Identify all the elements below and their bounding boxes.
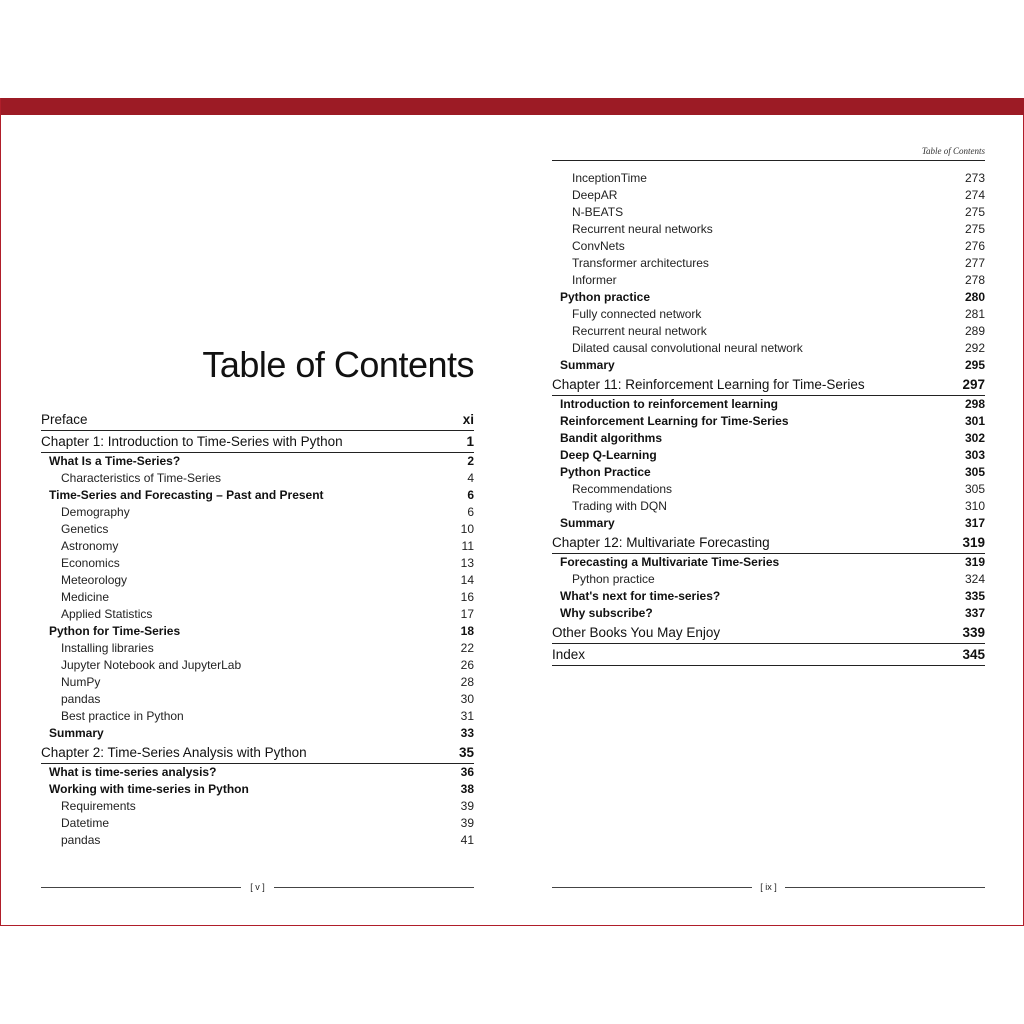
toc-entry-page: 6 — [467, 488, 474, 502]
toc-entry[interactable] — [41, 538, 474, 555]
toc-entry-page: 289 — [964, 324, 985, 338]
toc-entry-page: 319 — [964, 555, 985, 569]
toc-entry-title: Index — [552, 647, 586, 662]
toc-entry-page: 280 — [964, 290, 985, 304]
toc-entry-page: 297 — [962, 377, 985, 392]
toc-entry[interactable] — [552, 255, 985, 272]
toc-entry-page: 305 — [964, 482, 985, 496]
toc-entry[interactable] — [552, 221, 985, 238]
toc-entry[interactable] — [552, 357, 985, 374]
toc-entry[interactable] — [41, 432, 474, 453]
toc-entry-title: Reinforcement Learning for Time-Series — [560, 414, 789, 428]
toc-entry-page: 35 — [458, 745, 474, 760]
toc-entry[interactable] — [552, 187, 985, 204]
toc-entry-page: 345 — [962, 647, 985, 662]
toc-entry-title: What's next for time-series? — [560, 589, 721, 603]
toc-entry-title: Introduction to reinforcement learning — [560, 397, 779, 411]
toc-entry-page: 305 — [964, 465, 985, 479]
toc-entry-title: Chapter 2: Time-Series Analysis with Python — [41, 745, 307, 760]
right-page — [552, 98, 985, 926]
toc-entry-title: DeepAR — [572, 188, 618, 202]
toc-entry[interactable] — [552, 515, 985, 532]
toc-entry-title: Informer — [572, 273, 617, 287]
toc-entry-page: 298 — [964, 397, 985, 411]
toc-entry[interactable] — [552, 430, 985, 447]
toc-entry-page: 16 — [460, 590, 474, 604]
toc-entry[interactable] — [552, 588, 985, 605]
toc-entry-page: 302 — [964, 431, 985, 445]
toc-entry-title: Why subscribe? — [560, 606, 653, 620]
toc-entry-page: 6 — [467, 505, 474, 519]
toc-entry-title: pandas — [61, 692, 101, 706]
toc-entry[interactable] — [41, 555, 474, 572]
toc-entry[interactable] — [552, 533, 985, 554]
toc-entry-title: Summary — [49, 726, 104, 740]
toc-entry-page: 11 — [461, 539, 474, 553]
toc-entry[interactable] — [552, 481, 985, 498]
toc-entry[interactable] — [552, 605, 985, 622]
toc-entry-page: 14 — [460, 573, 474, 587]
toc-entry[interactable] — [552, 645, 985, 666]
toc-entry-title: Fully connected network — [572, 307, 702, 321]
toc-entry-page: 33 — [460, 726, 474, 740]
toc-entry-page: 278 — [964, 273, 985, 287]
toc-entry-title: Summary — [560, 358, 615, 372]
toc-entry-title: NumPy — [61, 675, 101, 689]
toc-entry-title: ConvNets — [572, 239, 625, 253]
toc-entry-page: 13 — [460, 556, 474, 570]
toc-entry-page: 41 — [460, 833, 474, 847]
toc-entry[interactable] — [41, 589, 474, 606]
toc-entry-page: 26 — [460, 658, 474, 672]
toc-entry[interactable] — [41, 764, 474, 781]
toc-entry[interactable] — [41, 781, 474, 798]
toc-entry-page: 317 — [964, 516, 985, 530]
toc-entry-page: 275 — [964, 205, 985, 219]
toc-entry-page: 275 — [964, 222, 985, 236]
toc-entry-page: 339 — [962, 625, 985, 640]
toc-entry-page: 18 — [460, 624, 474, 638]
toc-entry[interactable] — [41, 832, 474, 849]
toc-entry[interactable] — [41, 691, 474, 708]
toc-entry[interactable] — [552, 375, 985, 396]
toc-entry-title: Characteristics of Time-Series — [61, 471, 222, 485]
toc-entry-title: What is time-series analysis? — [49, 765, 217, 779]
toc-entry-page: 1 — [466, 434, 474, 449]
toc-entry-page: 276 — [964, 239, 985, 253]
toc-entry-title: pandas — [61, 833, 101, 847]
toc-entry-title: Requirements — [61, 799, 136, 813]
toc-entry-title: Recurrent neural networks — [572, 222, 713, 236]
page-number: [ ix ] — [756, 882, 781, 892]
toc-entry-title: Astronomy — [61, 539, 119, 553]
toc-entry-page: 310 — [964, 499, 985, 513]
toc-entry-title: Python practice — [560, 290, 651, 304]
toc-entry-title: Summary — [560, 516, 615, 530]
toc-entry-title: Medicine — [61, 590, 110, 604]
toc-entry-page: 4 — [467, 471, 474, 485]
toc-entry-title: Jupyter Notebook and JupyterLab — [61, 658, 242, 672]
toc-entry[interactable] — [41, 657, 474, 674]
toc-entry-title: Bandit algorithms — [560, 431, 663, 445]
toc-entry-title: Genetics — [61, 522, 109, 536]
toc-entry[interactable] — [41, 640, 474, 657]
toc-entry[interactable] — [552, 554, 985, 571]
toc-entry[interactable] — [552, 323, 985, 340]
toc-entry[interactable] — [41, 623, 474, 640]
toc-entry[interactable] — [552, 623, 985, 644]
toc-entry[interactable] — [41, 410, 474, 431]
toc-entry[interactable] — [41, 606, 474, 623]
toc-entry-title: Datetime — [61, 816, 110, 830]
toc-entry-title: Transformer architectures — [572, 256, 709, 270]
toc-entry[interactable] — [552, 464, 985, 481]
toc-entry[interactable] — [552, 204, 985, 221]
toc-entry[interactable] — [41, 487, 474, 504]
toc-entry[interactable] — [552, 340, 985, 357]
toc-entry-title: Chapter 11: Reinforcement Learning for Time-Series — [552, 377, 865, 392]
toc-entry[interactable] — [552, 571, 985, 588]
toc-entry-title: Installing libraries — [61, 641, 154, 655]
toc-entry[interactable] — [41, 453, 474, 470]
toc-entry[interactable] — [41, 504, 474, 521]
toc-entry-title: What Is a Time-Series? — [49, 454, 181, 468]
toc-entry-title: InceptionTime — [572, 171, 647, 185]
toc-entry-title: Best practice in Python — [61, 709, 184, 723]
toc-entry[interactable] — [552, 306, 985, 323]
toc-entry-title: Other Books You May Enjoy — [552, 625, 721, 640]
toc-entry-page: xi — [462, 412, 474, 427]
toc-entry[interactable] — [41, 674, 474, 691]
book-spread — [0, 98, 1024, 926]
toc-entry-title: Forecasting a Multivariate Time-Series — [560, 555, 780, 569]
toc-entry[interactable] — [41, 470, 474, 487]
toc-entry[interactable] — [41, 743, 474, 764]
toc-entry-page: 277 — [964, 256, 985, 270]
toc-entry[interactable] — [552, 413, 985, 430]
right-page-footer — [552, 880, 985, 894]
toc-entry-page: 31 — [460, 709, 474, 723]
toc-entry-title: Meteorology — [61, 573, 128, 587]
toc-entry-page: 10 — [460, 522, 474, 536]
toc-entry[interactable] — [41, 725, 474, 742]
toc-entry-page: 303 — [964, 448, 985, 462]
toc-entry-title: N-BEATS — [572, 205, 624, 219]
page-number: [ v ] — [246, 882, 269, 892]
running-head: Table of Contents — [552, 145, 985, 161]
toc-entry-page: 324 — [964, 572, 985, 586]
toc-entry-title: Chapter 1: Introduction to Time-Series with Python — [41, 434, 343, 449]
toc-entry[interactable] — [552, 170, 985, 187]
toc-entry-page: 30 — [460, 692, 474, 706]
toc-entry-page: 2 — [467, 454, 474, 468]
toc-entry-page: 22 — [460, 641, 474, 655]
toc-entry-title: Working with time-series in Python — [49, 782, 249, 796]
toc-entry-page: 281 — [964, 307, 985, 321]
left-page-footer — [41, 880, 474, 894]
toc-entry-title: Recurrent neural network — [572, 324, 707, 338]
toc-entry-title: Python practice — [572, 572, 655, 586]
toc-entry-title: Time-Series and Forecasting – Past and Present — [49, 488, 324, 502]
toc-entry[interactable] — [41, 815, 474, 832]
toc-entry[interactable] — [552, 447, 985, 464]
toc-entry[interactable] — [41, 572, 474, 589]
page-title: Table of Contents — [202, 344, 474, 385]
toc-entry-page: 337 — [964, 606, 985, 620]
toc-entry-page: 273 — [964, 171, 985, 185]
toc-entry-page: 17 — [460, 607, 474, 621]
toc-entry[interactable] — [552, 272, 985, 289]
toc-entry[interactable] — [552, 498, 985, 515]
toc-entry-title: Demography — [61, 505, 130, 519]
toc-entry-title: Recommendations — [572, 482, 673, 496]
toc-entry-page: 301 — [964, 414, 985, 428]
toc-entry[interactable] — [41, 521, 474, 538]
toc-entry-title: Trading with DQN — [572, 499, 667, 513]
toc-entry-title: Deep Q-Learning — [560, 448, 657, 462]
toc-entry-title: Python Practice — [560, 465, 651, 479]
toc-entry[interactable] — [41, 798, 474, 815]
toc-entry-page: 39 — [460, 816, 474, 830]
toc-entry-page: 36 — [460, 765, 474, 779]
toc-entry-page: 295 — [964, 358, 985, 372]
toc-entry-title: Chapter 12: Multivariate Forecasting — [552, 535, 770, 550]
toc-entry-title: Python for Time-Series — [49, 624, 181, 638]
left-page — [41, 98, 474, 926]
toc-entry-page: 292 — [964, 341, 985, 355]
toc-entry[interactable] — [41, 708, 474, 725]
toc-entry-page: 319 — [962, 535, 985, 550]
toc-entry[interactable] — [552, 238, 985, 255]
toc-entry-page: 39 — [460, 799, 474, 813]
toc-entry-page: 38 — [460, 782, 474, 796]
toc-entry-title: Economics — [61, 556, 120, 570]
toc-entry-page: 335 — [964, 589, 985, 603]
toc-entry-page: 274 — [964, 188, 985, 202]
toc-entry-title: Dilated causal convolutional neural network — [572, 341, 803, 355]
toc-entry-title: Preface — [41, 412, 88, 427]
toc-entry[interactable] — [552, 396, 985, 413]
toc-entry-title: Applied Statistics — [61, 607, 153, 621]
toc-entry-page: 28 — [460, 675, 474, 689]
toc-entry[interactable] — [552, 289, 985, 306]
